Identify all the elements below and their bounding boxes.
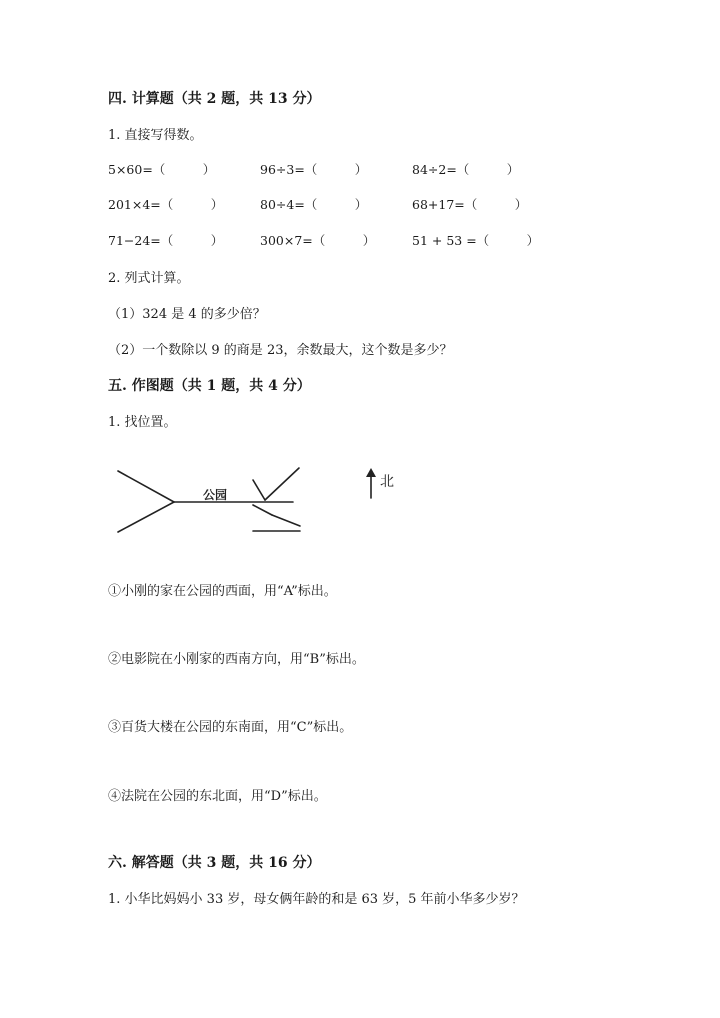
- instruction-a: ①小刚的家在公园的西面，用“A”标出。: [108, 584, 337, 599]
- map-road-line: [253, 480, 265, 500]
- formula-item: 201×4=（ ）: [108, 197, 224, 212]
- section-6-title: 六. 解答题（共 3 题，共 16 分）: [108, 855, 321, 871]
- question-1-label: 1. 直接写得数。: [108, 128, 203, 143]
- question-2-item-2: （2）一个数除以 9 的商是 23，余数最大，这个数是多少？: [108, 343, 453, 358]
- map-road-line: [118, 471, 174, 502]
- formula-item: 71−24=（ ）: [108, 233, 224, 248]
- word-problem-1: 1. 小华比妈妈小 33 岁，母女俩年龄的和是 63 岁，5 年前小华多少岁？: [108, 892, 525, 907]
- park-label: 公园: [202, 488, 228, 502]
- formula-item: 5×60=（ ）: [108, 162, 216, 177]
- formula-item: 80÷4=（ ）: [260, 197, 368, 212]
- north-label: 北: [380, 474, 394, 490]
- instruction-c: ③百货大楼在公园的东南面，用“C”标出。: [108, 720, 353, 735]
- map-road-line: [265, 468, 299, 500]
- question-2-label: 2. 列式计算。: [108, 271, 190, 286]
- park-map-diagram: [110, 460, 410, 540]
- map-road-line: [253, 505, 272, 515]
- question-find-position-label: 1. 找位置。: [108, 415, 177, 430]
- section-5-title: 五. 作图题（共 1 题，共 4 分）: [108, 378, 311, 394]
- formula-item: 68+17=（ ）: [412, 197, 528, 212]
- formula-item: 96÷3=（ ）: [260, 162, 368, 177]
- instruction-d: ④法院在公园的东北面，用“D”标出。: [108, 789, 327, 804]
- instruction-b: ②电影院在小刚家的西南方向，用“B”标出。: [108, 652, 365, 667]
- formula-item: 300×7=（ ）: [260, 233, 376, 248]
- north-arrow-icon: [366, 468, 376, 477]
- map-road-line: [118, 502, 174, 532]
- formula-item: 51 + 53 =（ ）: [412, 233, 540, 248]
- formula-item: 84÷2=（ ）: [412, 162, 520, 177]
- section-4-title: 四. 计算题（共 2 题，共 13 分）: [108, 91, 321, 107]
- question-2-item-1: （1）324 是 4 的多少倍？: [108, 307, 266, 322]
- map-road-line: [272, 515, 300, 526]
